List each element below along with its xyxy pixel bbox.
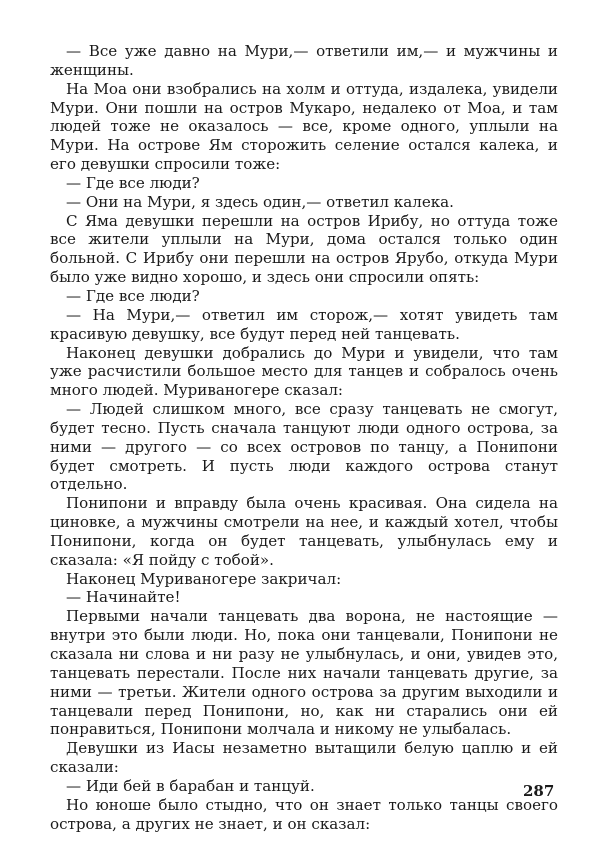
paragraph: — Все уже давно на Мури,— ответили им,— и мужчины и женщины. bbox=[50, 42, 558, 79]
paragraph: Но юноше было стыдно, что он знает только танцы своего острова, а других не знает, и он сказал: bbox=[50, 795, 558, 833]
paragraph: — Иди бей в барабан и танцуй. bbox=[66, 776, 315, 795]
paragraph: Наконец девушки добрались до Мури и увидели, что там уже расчистили большое место для танцев и собралось очень много людей. Муриваногере сказал: bbox=[50, 343, 558, 400]
paragraph: Наконец Муриваногере закричал: bbox=[66, 569, 342, 588]
body-text bbox=[50, 42, 558, 833]
page-number: 287 bbox=[523, 782, 555, 800]
paragraph: — Начинайте! bbox=[66, 588, 181, 607]
paragraph: — Людей слишком много, все сразу танцевать не смогут, будет тесно. Пусть сначала танцуют люди одного острова, за ними — другого — со всех островов по танцу, а Понипони будет смотреть. И пусть люди каждого острова станут отдельно. bbox=[50, 400, 558, 494]
paragraph: На Моа они взобрались на холм и оттуда, издалека, увидели Мури. Они пошли на остров Мукаро, недалеко от Моа, и там людей тоже не оказалось — все, кроме одного, уплыли на Мури. На острове Ям сторожить селение остался калека, и его девушки спросили тоже: bbox=[50, 79, 558, 174]
paragraph: Девушки из Иасы незаметно вытащили белую цаплю и ей сказали: bbox=[50, 739, 558, 777]
paragraph: Понипони и вправду была очень красивая. Она сидела на циновке, а мужчины смотрели на нее, и каждый хотел, чтобы Понипони, когда он будет танцевать, улыбнулась ему и сказала: «Я пойду с тобой». bbox=[50, 494, 558, 569]
paragraph: Первыми начали танцевать два ворона, не настоящие — внутри это были люди. Но, пока они танцевали, Понипони не сказала ни слова и ни разу не улыбнулась, и они, увидев это, танцевать перестали. После них начали танцевать другие, за ними — третьи. Жители одного острова за другим выходили и танцевали перед Понипони, но, как ни старались они ей понравиться, Понипони молчала и никому не улыбалась. bbox=[50, 607, 558, 739]
paragraph: — Они на Мури, я здесь один,— ответил калека. bbox=[66, 192, 454, 211]
paragraph: — Где все люди? bbox=[66, 173, 200, 192]
paragraph: — Где все люди? bbox=[66, 286, 200, 305]
paragraph: С Яма девушки перешли на остров Ирибу, но оттуда тоже все жители уплыли на Мури, дома остался только один больной. С Ирибу они перешли на остров Ярубо, откуда Мури было уже видно хорошо, и здесь они спросили опять: bbox=[50, 211, 558, 287]
paragraph: — На Мури,— ответил им сторож,— хотят увидеть там красивую девушку, все будут перед ней танцевать. bbox=[50, 305, 558, 343]
